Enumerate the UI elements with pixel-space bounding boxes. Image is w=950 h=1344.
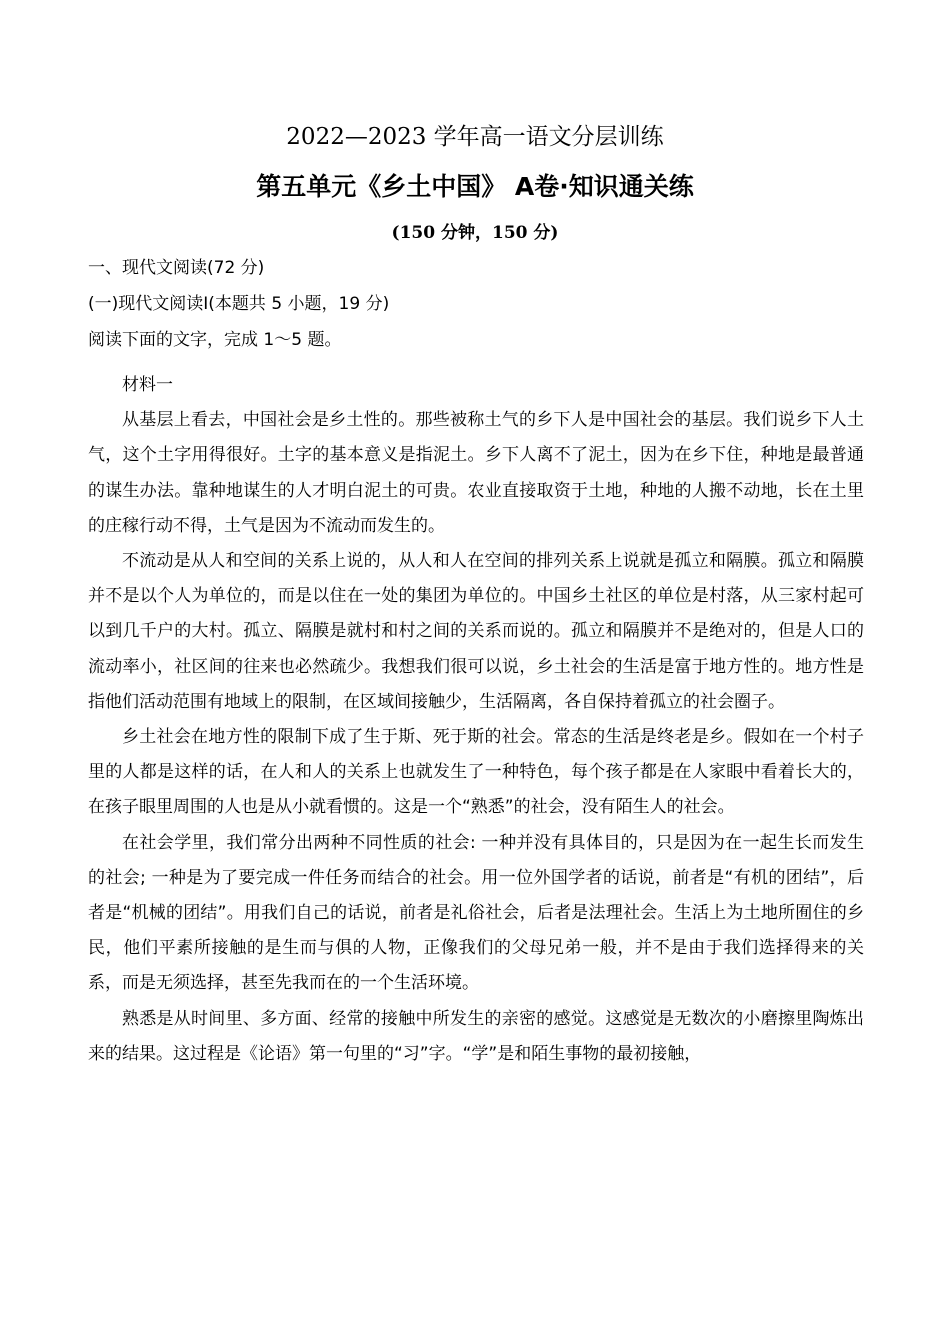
paragraph: 不流动是从人和空间的关系上说的，从人和人在空间的排列关系上说就是孤立和隔膜。孤立和隔膜并不是以个人为单位的，而是以住在一处的集团为单位的。中国乡土社区的单位是村落，从三家村起可以到几千户的大村。孤立、隔膜是就村和村之间的关系而说的。孤立和隔膜并不是绝对的，但是人口的流动率小，社区间的往来也必然疏少。我想我们很可以说，乡土社会的生活是富于地方性的。地方性是指他们活动范围有地域上的限制，在区域间接触少，生活隔离，各自保持着孤立的社会圈子。 bbox=[88, 551, 864, 712]
paragraph: 熟悉是从时间里、多方面、经常的接触中所发生的亲密的感觉。这感觉是无数次的小磨擦里陶炼出来的结果。这过程是《论语》第一句里的“习”字。“学”是和陌生事物的最初接触， bbox=[88, 1008, 864, 1064]
paragraph: 从基层上看去，中国社会是乡土性的。那些被称土气的乡下人是中国社会的基层。我们说乡下人土气，这个土字用得很好。土字的基本意义是指泥土。乡下人离不了泥土，因为在乡下住，种地是最普通的谋生办法。靠种地谋生的人才明白泥土的可贵。农业直接取资于土地，种地的人搬不动地，长在土里的庄稼行动不得，土气是因为不流动而发生的。 bbox=[88, 410, 864, 536]
subsection-heading: (一)现代文阅读Ⅰ(本题共 5 小题，19 分) bbox=[88, 294, 390, 314]
paragraph: 乡土社会在地方性的限制下成了生于斯、死于斯的社会。常态的生活是终老是乡。假如在一个村子里的人都是这样的话，在人和人的关系上也就发生了一种特色，每个孩子都是在人家眼中看着长大的，在孩子眼里周围的人也是从小就看惯的。这是一个“熟悉”的社会，没有陌生人的社会。 bbox=[88, 727, 864, 818]
unit-title: 第五单元《乡土中国》 A卷·知识通关练 bbox=[256, 172, 694, 201]
paragraph: 在社会学里，我们常分出两种不同性质的社会: 一种并没有具体目的，只是因为在一起生长而发生的社会; 一种是为了要完成一件任务而结合的社会。用一位外国学者的话说，前者是“有机的团结”，后者是“机械的团结”。用我们自己的话说，前者是礼俗社会，后者是法理社会。生活上为土地所囿住的乡民，他们平素所接触的是生而与俱的人物，正像我们的父母兄弟一般，并不是由于我们选择得来的关系，而是无须选择，甚至先我而在的一个生活环境。 bbox=[88, 832, 864, 994]
document-title: 2022—2023 学年高一语文分层训练 bbox=[286, 124, 664, 150]
exam-duration: (150 分钟，150 分) bbox=[391, 223, 559, 243]
material-label: 材料一 bbox=[122, 375, 173, 395]
reading-instruction: 阅读下面的文字，完成 1～5 题。 bbox=[88, 330, 342, 350]
section-heading: 一、现代文阅读(72 分) bbox=[88, 258, 265, 278]
reading-material bbox=[88, 368, 864, 1072]
